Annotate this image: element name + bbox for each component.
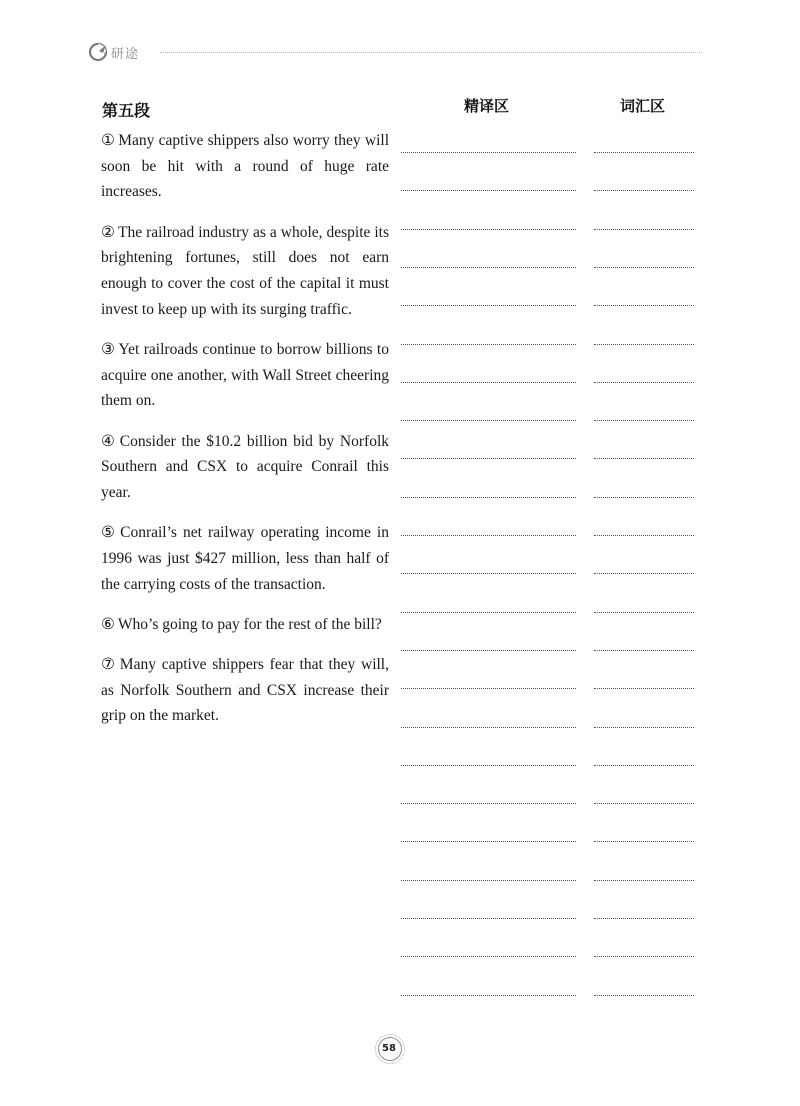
sentence-text: Yet railroads continue to borrow billions to acquire one another, with Wall Street cheering them on. [101, 340, 389, 410]
logo-text: 研途 [111, 46, 140, 62]
sentence-number: ② [101, 223, 115, 241]
translation-column-heading: 精译区 [464, 97, 510, 115]
sentence-5 [101, 520, 389, 597]
vocabulary-writing-line [594, 727, 694, 728]
sentence-3 [101, 337, 389, 414]
sentence-number: ⑤ [101, 524, 118, 542]
sentence-text: The railroad industry as a whole, despite its brightening fortunes, still does not earn enough to cover the cost of the capital it must invest to keep up with its surging traffic. [101, 223, 389, 318]
translation-writing-line [401, 995, 576, 996]
translation-writing-line [401, 880, 576, 881]
sentence-7 [101, 652, 389, 729]
translation-writing-line [401, 497, 576, 498]
vocabulary-writing-line [594, 382, 694, 383]
logo-icon [88, 42, 108, 62]
translation-writing-line [401, 765, 576, 766]
page-header [88, 40, 702, 64]
translation-writing-line [401, 382, 576, 383]
translation-writing-line [401, 535, 576, 536]
sentence-4 [101, 429, 389, 506]
page-number: 58 [382, 1042, 396, 1054]
vocabulary-writing-line [594, 650, 694, 651]
logo [88, 40, 139, 64]
vocabulary-writing-line [594, 497, 694, 498]
translation-writing-line [401, 152, 576, 153]
sentence-2 [101, 220, 389, 323]
sentence-text: Conrail’s net railway operating income in 1996 was just $427 million, less than half of the carrying costs of the transaction. [101, 524, 389, 593]
vocabulary-writing-line [594, 152, 694, 153]
sentence-number: ① [101, 132, 116, 149]
vocabulary-writing-line [594, 229, 694, 230]
sentence-text: Consider the $10.2 billion bid by Norfolk Southern and CSX to acquire Conrail this year. [101, 432, 389, 501]
translation-writing-line [401, 458, 576, 459]
vocabulary-writing-line [594, 458, 694, 459]
translation-writing-line [401, 305, 576, 306]
vocabulary-writing-line [594, 841, 694, 842]
vocabulary-writing-line [594, 305, 694, 306]
translation-writing-line [401, 267, 576, 268]
vocabulary-writing-line [594, 420, 694, 421]
vocabulary-writing-line [594, 880, 694, 881]
vocabulary-writing-line [594, 918, 694, 919]
vocabulary-column-heading: 词汇区 [620, 97, 666, 115]
translation-writing-line [401, 918, 576, 919]
vocabulary-writing-line [594, 765, 694, 766]
vocabulary-writing-line [594, 956, 694, 957]
header-divider [160, 52, 702, 53]
sentence-text: Who’s going to pay for the rest of the bill? [117, 615, 382, 633]
translation-writing-line [401, 956, 576, 957]
sentence-number: ⑥ [101, 615, 115, 633]
translation-writing-line [401, 688, 576, 689]
sentence-number: ③ [101, 340, 116, 358]
vocabulary-writing-line [594, 688, 694, 689]
sentence-text: Many captive shippers fear that they will, as Norfolk Southern and CSX increase their grip on the market. [101, 655, 389, 725]
translation-writing-line [401, 650, 576, 651]
sentence-list [101, 128, 389, 744]
translation-writing-line [401, 841, 576, 842]
translation-writing-line [401, 727, 576, 728]
vocabulary-writing-line [594, 803, 694, 804]
vocabulary-writing-line [594, 267, 694, 268]
vocabulary-writing-line [594, 344, 694, 345]
sentence-text: Many captive shippers also worry they will soon be hit with a round of huge rate increases. [101, 132, 390, 201]
translation-writing-line [401, 229, 576, 230]
sentence-6 [101, 612, 389, 638]
vocabulary-writing-line [594, 995, 694, 996]
vocabulary-writing-line [594, 535, 694, 536]
section-title: 第五段 [102, 101, 151, 120]
sentence-number: ④ [101, 432, 117, 450]
translation-writing-line [401, 573, 576, 574]
translation-writing-line [401, 344, 576, 345]
vocabulary-writing-line [594, 190, 694, 191]
sentence-number: ⑦ [101, 655, 117, 673]
page-number-badge [378, 1037, 404, 1063]
translation-writing-line [401, 612, 576, 613]
translation-writing-line [401, 803, 576, 804]
sentence-1 [101, 128, 389, 205]
translation-writing-line [401, 420, 576, 421]
translation-writing-line [401, 190, 576, 191]
vocabulary-writing-line [594, 612, 694, 613]
vocabulary-writing-line [594, 573, 694, 574]
